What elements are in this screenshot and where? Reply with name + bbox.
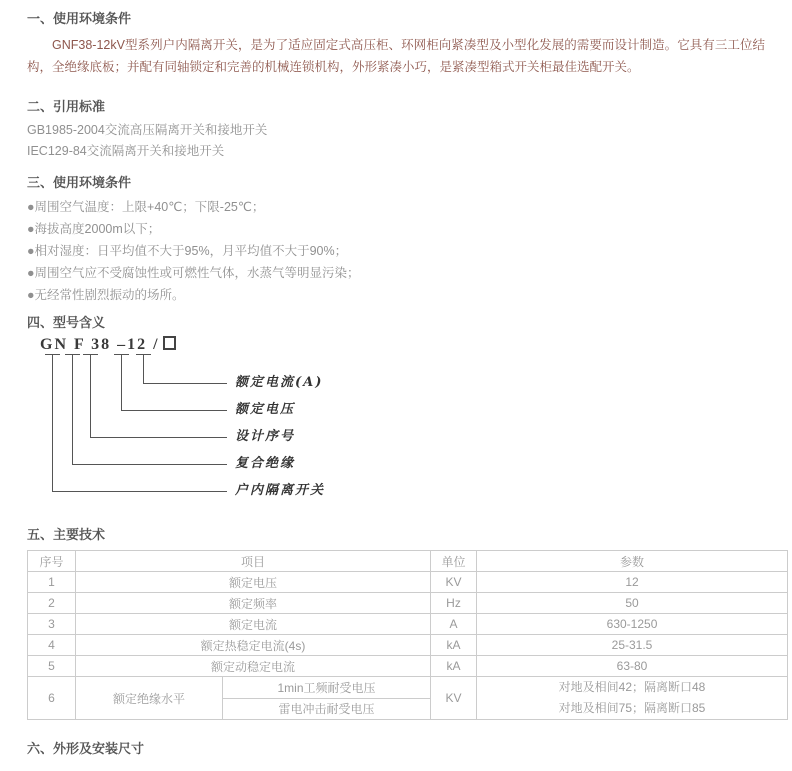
cell-param-multi — [477, 677, 788, 720]
diagram-line — [90, 437, 227, 438]
cell-unit: A — [431, 614, 477, 635]
header-item: 项目 — [76, 551, 431, 572]
diagram-line — [121, 354, 122, 410]
cell-no: 5 — [28, 656, 76, 677]
cell-no: 4 — [28, 635, 76, 656]
cell-item: 额定频率 — [76, 593, 431, 614]
diagram-line — [143, 383, 227, 384]
diagram-label-rated-current: 额定电流(A) — [235, 375, 324, 390]
section2-standards-list — [27, 120, 792, 162]
section2-heading: 二、引用标准 — [27, 99, 106, 114]
technical-spec-table — [27, 550, 788, 720]
section4-heading: 四、型号含义 — [27, 315, 106, 330]
section3-conditions-list — [27, 196, 792, 306]
cell-param: 630-1250 — [477, 614, 788, 635]
table-row — [28, 593, 788, 614]
cell-param: 12 — [477, 572, 788, 593]
table-row — [28, 656, 788, 677]
section1-heading: 一、使用环境条件 — [27, 11, 132, 26]
diagram-line — [90, 354, 91, 437]
section6-heading: 六、外形及安装尺寸 — [27, 741, 145, 756]
table-row — [28, 614, 788, 635]
model-meaning-diagram — [0, 354, 792, 506]
cell-no: 1 — [28, 572, 76, 593]
standard-line: IEC129-84交流隔离开关和接地开关 — [27, 144, 225, 158]
condition-line: ●周围空气应不受腐蚀性或可燃性气体，水蒸气等明显污染； — [27, 266, 360, 280]
table-header-row — [28, 551, 788, 572]
condition-line: ●周围空气温度：上限+40℃；下限-25℃； — [27, 200, 265, 214]
table-row — [28, 635, 788, 656]
placeholder-box-icon — [163, 336, 176, 350]
diagram-line — [52, 354, 53, 491]
section5-heading: 五、主要技术 — [27, 527, 106, 542]
param-line: 对地及相间42；隔离断口48 — [558, 680, 706, 694]
cell-param: 50 — [477, 593, 788, 614]
diagram-label-rated-voltage: 额定电压 — [235, 402, 296, 417]
table-row — [28, 572, 788, 593]
header-unit: 单位 — [431, 551, 477, 572]
diagram-line — [143, 354, 144, 383]
cell-subitem: 雷电冲击耐受电压 — [223, 698, 431, 720]
param-line: 对地及相间75；隔离断口85 — [558, 701, 706, 715]
cell-item: 额定动稳定电流 — [76, 656, 431, 677]
diagram-label-indoor-disconnector: 户内隔离开关 — [235, 483, 326, 498]
table-row-insulation — [28, 677, 788, 699]
cell-unit: kA — [431, 656, 477, 677]
cell-unit: Hz — [431, 593, 477, 614]
diagram-line — [121, 410, 227, 411]
diagram-label-composite-insulation: 复合绝缘 — [235, 456, 296, 471]
cell-unit: KV — [431, 572, 477, 593]
condition-line: ●相对湿度：日平均值不大于95%，月平均值不大于90%； — [27, 244, 348, 258]
cell-item: 额定电压 — [76, 572, 431, 593]
cell-item: 额定电流 — [76, 614, 431, 635]
diagram-line — [72, 464, 227, 465]
diagram-label-design-serial: 设计序号 — [235, 429, 296, 444]
cell-no: 3 — [28, 614, 76, 635]
cell-item: 额定热稳定电流(4s) — [76, 635, 431, 656]
header-param: 参数 — [477, 551, 788, 572]
cell-param: 25-31.5 — [477, 635, 788, 656]
cell-param: 63-80 — [477, 656, 788, 677]
diagram-line — [52, 491, 227, 492]
cell-no: 6 — [28, 677, 76, 720]
cell-no: 2 — [28, 593, 76, 614]
section1-paragraph: GNF38-12kV型系列户内隔离开关，是为了适应固定式高压柜、环网柜向紧凑型及小型化发展的需要而设计制造。它具有三工位结构，全绝缘底板；并配有同轴锁定和完善的机械连锁机构，外形紧凑小巧，是紧凑型箱式开关柜最佳选配开关。 — [27, 38, 765, 74]
header-no: 序号 — [28, 551, 76, 572]
condition-line: ●无经常性剧烈振动的场所。 — [27, 288, 185, 302]
standard-line: GB1985-2004交流高压隔离开关和接地开关 — [27, 123, 268, 137]
condition-line: ●海拔高度2000m以下； — [27, 222, 161, 236]
section3-heading: 三、使用环境条件 — [27, 175, 132, 190]
model-designation — [40, 336, 792, 354]
cell-unit: KV — [431, 677, 477, 720]
cell-item: 额定绝缘水平 — [76, 677, 223, 720]
cell-subitem: 1min工频耐受电压 — [223, 677, 431, 699]
model-designation-text: GN F 38 –12 / — [40, 336, 160, 353]
diagram-line — [72, 354, 73, 464]
cell-unit: kA — [431, 635, 477, 656]
